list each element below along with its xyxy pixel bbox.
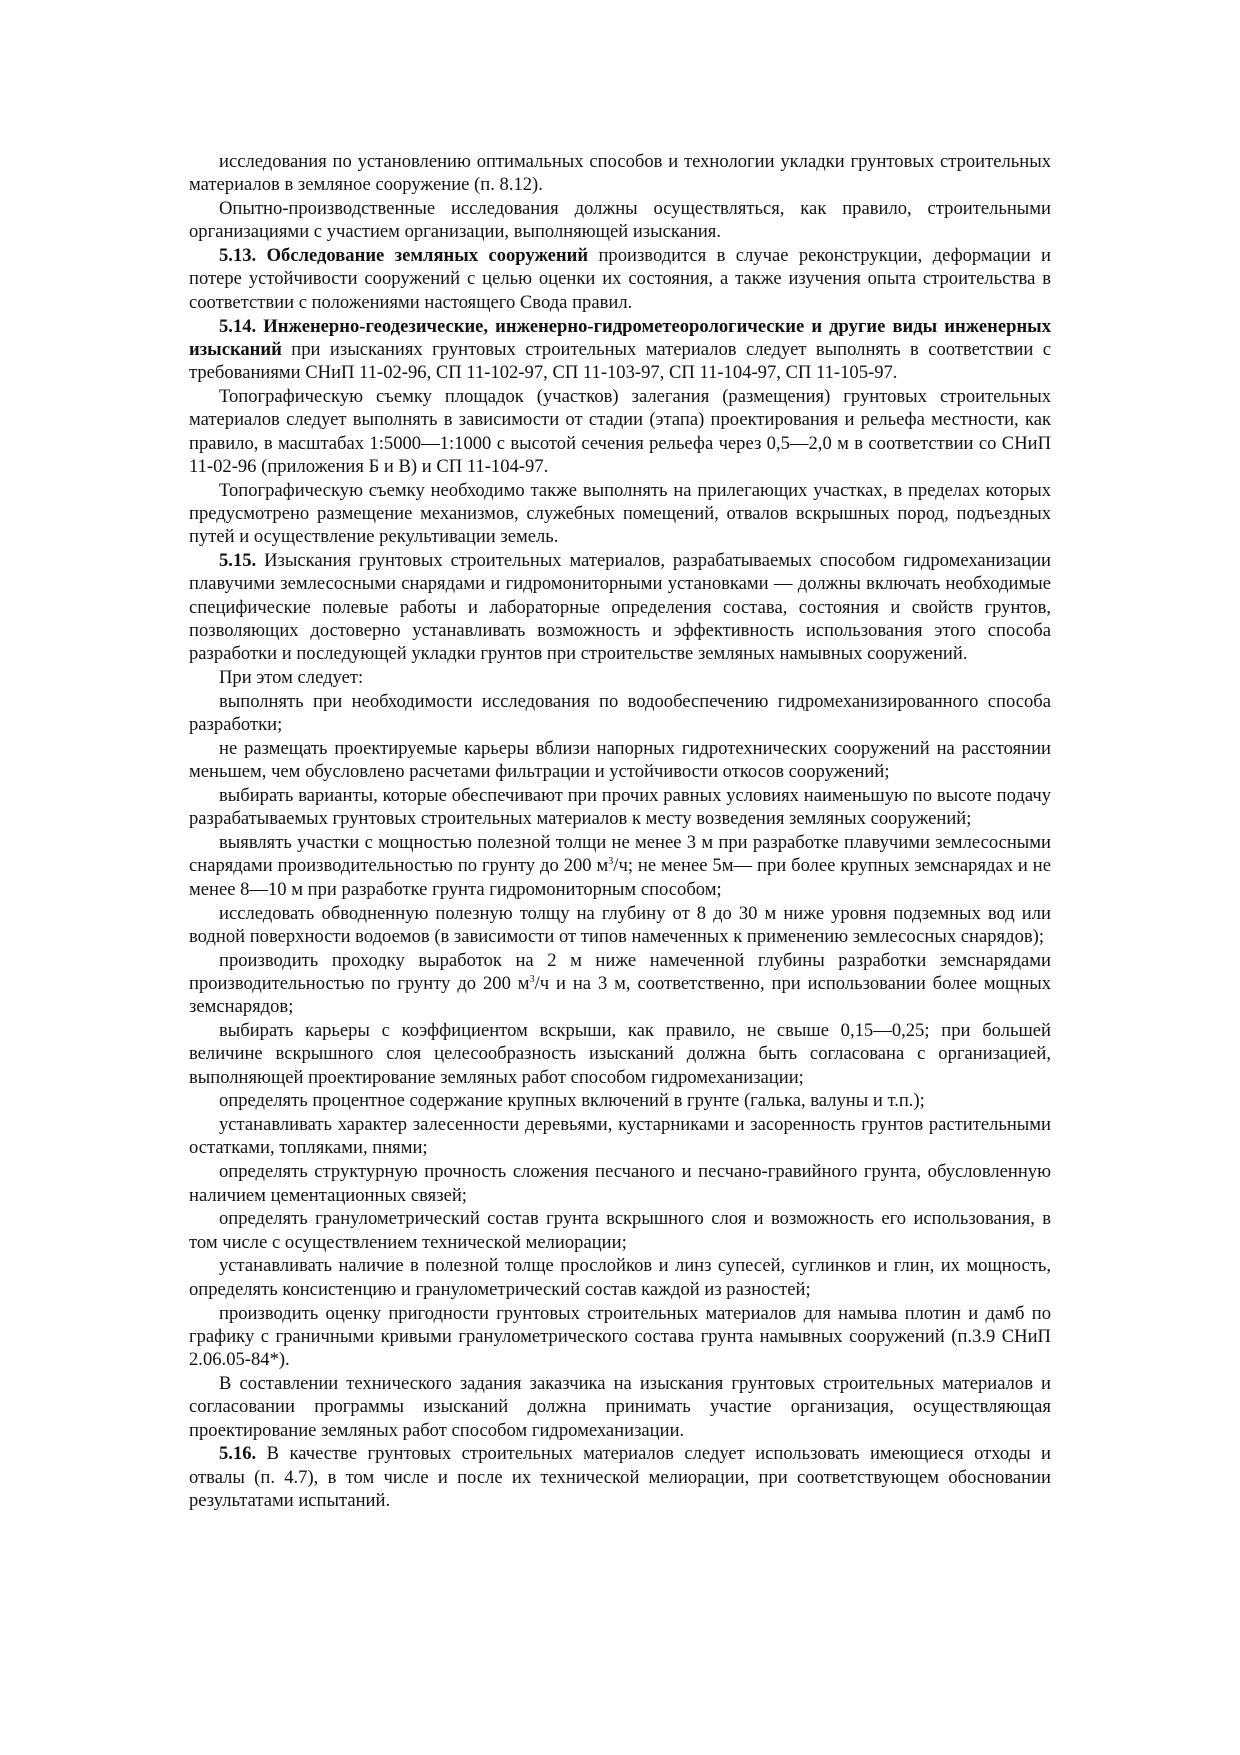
- paragraph: [189, 1207, 1051, 1254]
- paragraph: [189, 1160, 1051, 1207]
- paragraph: [189, 479, 1051, 549]
- paragraph: [189, 690, 1051, 737]
- paragraph-text: В качестве грунтовых строительных материалов следует использовать имеющиеся отходы и отвалы (п. 4.7), в том числе и после их технической мелиорации, при соответствующем обосновании результатами испытаний.: [189, 1443, 1051, 1511]
- paragraph-text: выбирать карьеры с коэффициентом вскрыши, как правило, не свыше 0,15—0,25; при большей величине вскрышного слоя целесообразность изысканий должна быть согласована с организацией, выполняющей проектирование земляных работ способом гидромеханизации;: [189, 1019, 1051, 1088]
- paragraph: [189, 549, 1051, 665]
- paragraph-text: выбирать варианты, которые обеспечивают при прочих равных условиях наименьшую по высоте подачу разрабатываемых грунтовых строительных материалов к месту возведения земляных сооружений;: [189, 785, 1051, 830]
- paragraph: [189, 831, 1051, 901]
- paragraph-text: при изысканиях грунтовых строительных материалов следует выполнять в соответствии с требованиями СНиП 11-02-96, СП 11-102-97, СП 11-103-97, СП 11-104-97, СП 11-105-97.: [189, 338, 1051, 384]
- paragraph: [189, 784, 1051, 831]
- paragraph-text: определять гранулометрический состав грунта вскрышного слоя и возможность его использования, в том числе с осуществлением технической мелиорации;: [189, 1208, 1051, 1253]
- paragraph: [189, 666, 1051, 689]
- paragraph-text: Топографическую съемку площадок (участков) залегания (размещения) грунтовых строительных материалов следует выполнять в зависимости от стадии (этапа) проектирования и рельефа местности, как правило, в масштабах 1:5000—1:1000 с высотой сечения рельефа через 0,5—2,0 м в соответствии со СНиП 11-02-96 (приложения Б и В) и СП 11-104-97.: [189, 385, 1051, 477]
- paragraph: [189, 385, 1051, 478]
- paragraph-text: производится в случае реконструкции, деформации и потере устойчивости сооружений с целью оценки их состояния, а также изучения опыта строительства в соответствии с положениями настоящего Свода правил.: [189, 245, 1051, 313]
- paragraph-text: определять процентное содержание крупных включений в грунте (галька, валуны и т.п.);: [219, 1090, 925, 1112]
- paragraph: [189, 315, 1051, 385]
- paragraph-text: /ч и на 3 м, соответственно, при использовании более мощных земснарядов;: [189, 972, 1051, 1018]
- paragraph: [189, 1442, 1051, 1512]
- paragraph: [189, 902, 1051, 949]
- paragraph: [189, 150, 1051, 197]
- document-page: [189, 150, 1051, 1513]
- paragraph-text: выявлять участки с мощностью полезной толщи не менее 3 м при разработке плавучими землесосными снарядами производительностью по грунту до 200 м: [189, 832, 1051, 877]
- section-number: 5.15.: [219, 550, 257, 572]
- paragraph-text: определять структурную прочность сложения песчаного и песчано-гравийного грунта, обусловленную наличием цементационных связей;: [189, 1161, 1051, 1206]
- paragraph: [189, 1019, 1051, 1089]
- section-number: 5.13.: [219, 245, 257, 267]
- paragraph-text: Опытно-производственные исследования должны осуществляться, как правило, строительными организациями с участием организации, выполняющей изыскания.: [189, 198, 1051, 243]
- paragraph-text: выполнять при необходимости исследования по водообеспечению гидромеханизированного способа разработки;: [189, 690, 1051, 736]
- section-number: 5.16.: [219, 1443, 257, 1465]
- paragraph-text: Топографическую съемку необходимо также выполнять на прилегающих участках, в пределах которых предусмотрено размещение механизмов, служебных помещений, отвалов вскрышных пород, подъездных путей и осуществление рекультивации земель.: [189, 479, 1051, 548]
- paragraph-text: устанавливать наличие в полезной толще прослойков и линз супесей, суглинков и глин, их мощность, определять консистенцию и гранулометрический состав каждой из разностей;: [189, 1255, 1051, 1300]
- paragraph-text: не размещать проектируемые карьеры вблизи напорных гидротехнических сооружений на расстоянии меньшем, чем обусловлено расчетами фильтрации и устойчивости откосов сооружений;: [189, 737, 1051, 783]
- paragraph-text: /ч; не менее 5м— при более крупных земснарядах и не менее 8—10 м при разработке грунта гидромониторным способом;: [189, 855, 1051, 900]
- paragraph: [189, 244, 1051, 314]
- paragraph: [189, 949, 1051, 1019]
- section-heading: Инженерно-геодезические, инженерно-гидрометеорологические и другие виды инженерных изысканий: [189, 315, 1051, 360]
- paragraph-text: При этом следует:: [219, 667, 364, 689]
- paragraph-text: устанавливать характер залесенности деревьями, кустарниками и засоренность грунтов растительными остатками, топляками, пнями;: [189, 1114, 1051, 1159]
- paragraph: [189, 1113, 1051, 1160]
- paragraph-text: В составлении технического задания заказчика на изыскания грунтовых строительных материалов и согласовании программы изысканий должна принимать участие организация, осуществляющая проектирование земляных работ способом гидромеханизации.: [189, 1372, 1051, 1441]
- paragraph: [189, 737, 1051, 784]
- superscript: 3: [529, 973, 535, 985]
- paragraph: [189, 197, 1051, 244]
- paragraph-text: исследовать обводненную полезную толщу на глубину от 8 до 30 м ниже уровня подземных вод или водной поверхности водоемов (в зависимости от типов намеченных к применению землесосных снарядов);: [189, 902, 1051, 947]
- paragraph: [189, 1302, 1051, 1372]
- paragraph-text: производить оценку пригодности грунтовых строительных материалов для намыва плотин и дамб по графику с граничными кривыми гранулометрического состава грунта намывных сооружений (п.3.9 СНиП 2.06.05-84*).: [189, 1302, 1051, 1371]
- paragraph-text: Изыскания грунтовых строительных материалов, разрабатываемых способом гидромеханизации плавучими землесосными снарядами и гидромониторными установками — должны включать необходимые специфические полевые работы и лабораторные определения состава, состояния и свойств грунтов, позволяющих достоверно устанавливать возможность и эффективность использования этого способа разработки и последующей укладки грунтов при строительстве земляных намывных сооружений.: [189, 550, 1051, 665]
- paragraph-text: производить проходку выработок на 2 м ниже намеченной глубины разработки земснарядами производительностью по грунту до 200 м: [189, 949, 1051, 994]
- paragraph: [189, 1254, 1051, 1301]
- paragraph: [189, 1372, 1051, 1442]
- superscript: 3: [608, 856, 614, 868]
- paragraph: [189, 1089, 1051, 1112]
- section-heading: Обследование земляных сооружений: [266, 245, 589, 267]
- paragraph-text: исследования по установлению оптимальных способов и технологии укладки грунтовых строительных материалов в земляное сооружение (п. 8.12).: [189, 151, 1051, 196]
- section-number: 5.14.: [219, 315, 257, 337]
